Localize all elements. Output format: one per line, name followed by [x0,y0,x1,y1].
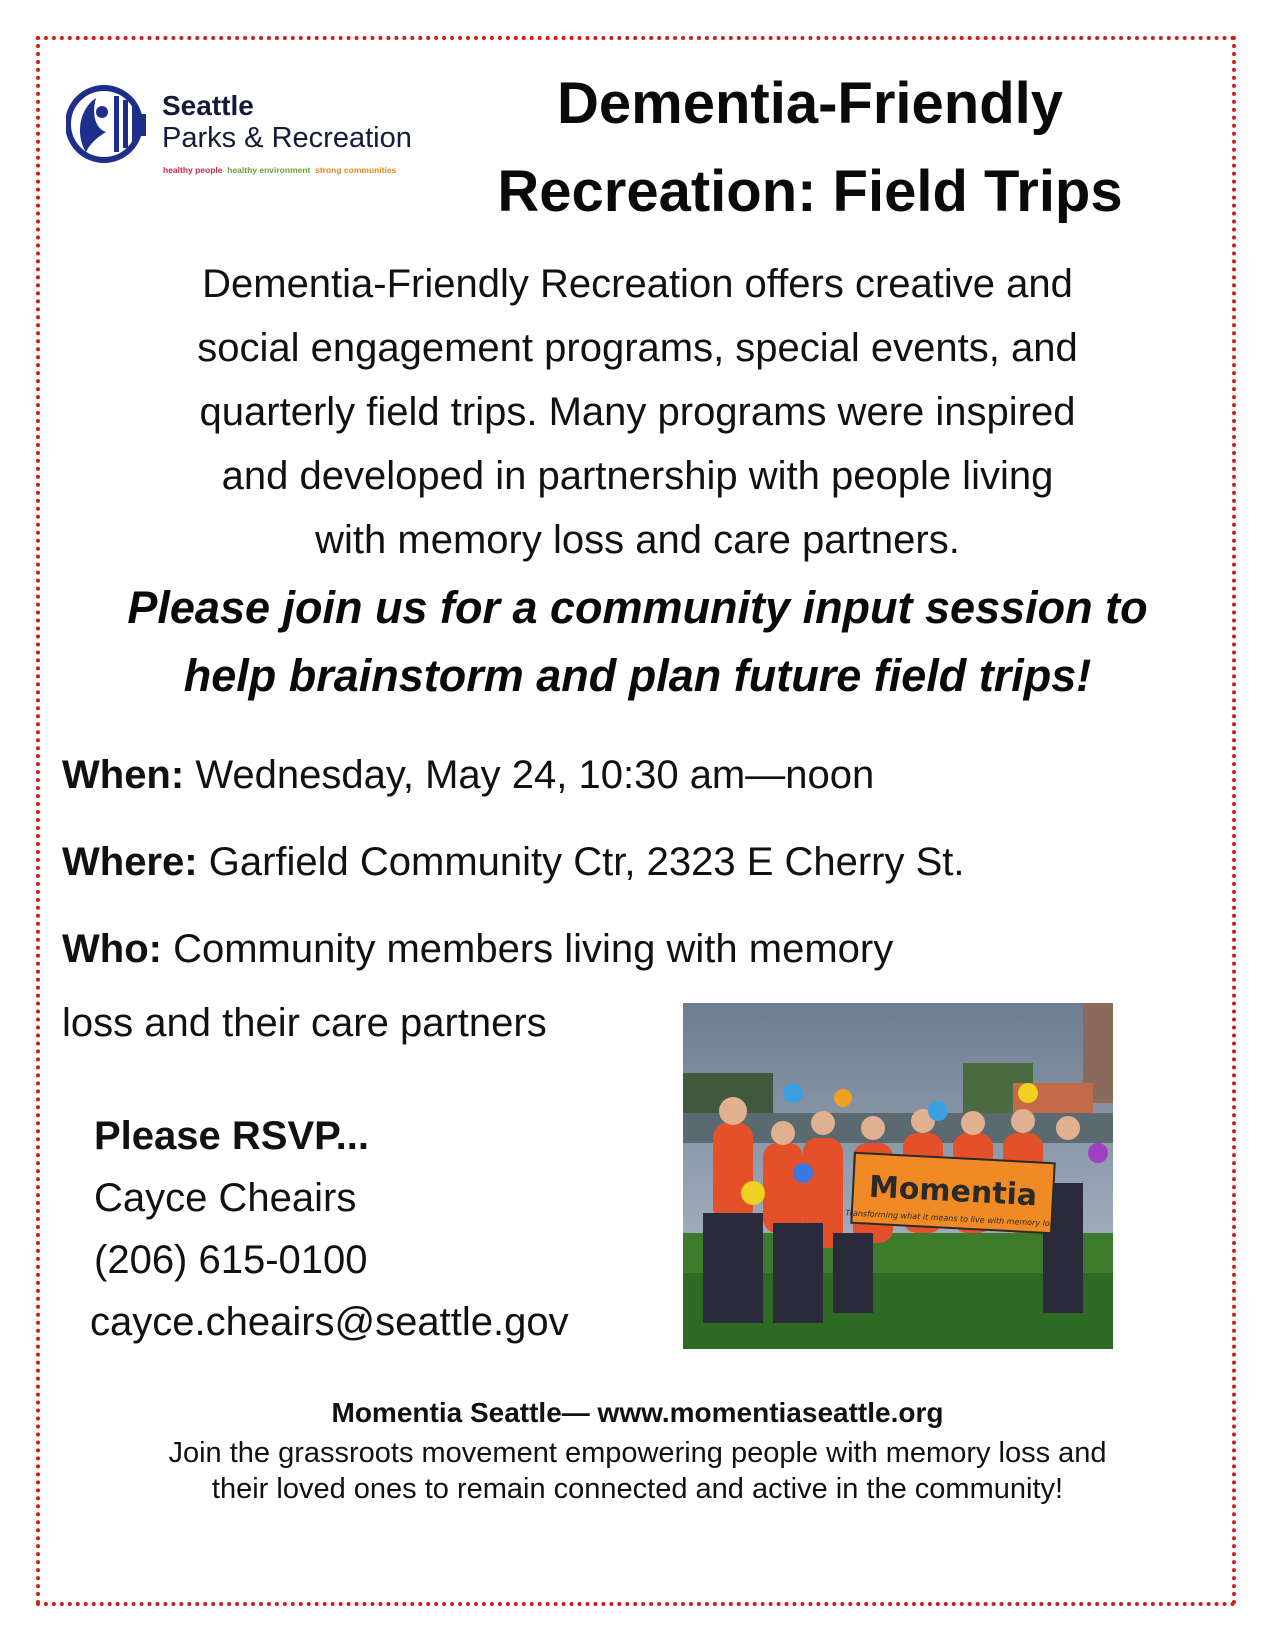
intro-line: Dementia-Friendly Recreation offers creative and [202,262,1073,306]
footer-momentia-link[interactable]: Momentia Seattle— www.momentiaseattle.org [331,1397,944,1428]
intro-line: social engagement programs, special events, and [197,326,1078,370]
where-label: Where: [62,840,198,884]
intro-line: with memory loss and care partners. [315,518,960,562]
where-row [62,837,965,887]
rsvp-contact-name: Cayce Cheairs [94,1176,357,1220]
invitation-callout [50,574,1225,710]
banner-text: Momentia [868,1169,1039,1214]
who-value-continued: loss and their care partners [62,1001,547,1045]
seattle-parks-emblem-icon [66,82,150,166]
callout-line-2: help brainstorm and plan future field trips! [183,650,1092,701]
logo-tagline [163,165,396,175]
tagline-strong-communities: strong communities [315,165,397,175]
momentia-group-photo [683,1003,1113,1349]
intro-line: and developed in partnership with people living [221,454,1054,498]
who-value: Community members living with memory [173,927,894,971]
tagline-healthy-environment: healthy environment [227,165,311,175]
page-title [470,60,1150,236]
rsvp-email[interactable]: cayce.cheairs@seattle.gov [90,1300,569,1344]
logo-line-parks: Parks & Recreation [162,122,412,154]
title-line-1: Dementia-Friendly [557,71,1063,136]
seattle-parks-logo [66,82,446,182]
who-label: Who: [62,927,162,971]
rsvp-phone[interactable]: (206) 615-0100 [94,1238,368,1282]
when-label: When: [62,753,185,797]
intro-paragraph [70,252,1205,572]
who-row [62,924,893,974]
footer [45,1391,1230,1507]
banner-subtext: Transforming what it means to live with memory loss [845,1208,1059,1229]
where-value: Garfield Community Ctr, 2323 E Cherry St. [208,840,965,884]
rsvp-heading: Please RSVP... [94,1114,369,1158]
logo-line-seattle: Seattle [162,90,254,121]
footer-line: their loved ones to remain connected and active in the community! [211,1473,1064,1505]
footer-line: Join the grassroots movement empowering people with memory loss and [168,1437,1107,1469]
intro-line: quarterly field trips. Many programs were inspired [199,390,1076,434]
when-value: Wednesday, May 24, 10:30 am—noon [195,753,875,797]
title-line-2: Recreation: Field Trips [497,159,1123,224]
callout-line-1: Please join us for a community input session to [127,582,1148,633]
tagline-healthy-people: healthy people [163,165,223,175]
when-row [62,750,874,800]
